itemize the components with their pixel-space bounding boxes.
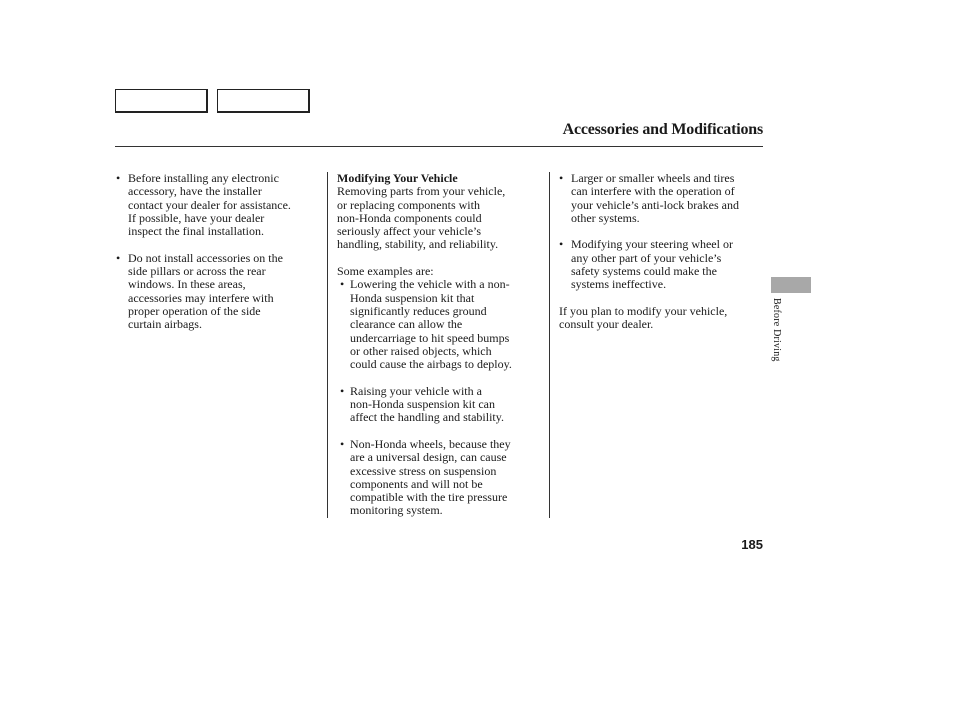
bullet-icon: • <box>340 277 345 292</box>
examples-label: Some examples are: <box>337 264 434 279</box>
text-line: Modifying your steering wheel or <box>571 237 733 252</box>
text-line: consult your dealer. <box>559 317 654 332</box>
text-line: systems ineffective. <box>571 277 667 292</box>
text-line: Non-Honda wheels, because they <box>350 436 511 451</box>
text-line: accessory, have the installer <box>128 184 262 199</box>
text-line: Removing parts from your vehicle, <box>337 184 506 199</box>
list-item <box>337 278 542 371</box>
text-line: safety systems could make the <box>571 264 717 279</box>
list-item <box>116 252 321 332</box>
section-heading: Modifying Your Vehicle <box>337 171 458 185</box>
text-line: Before installing any electronic <box>128 171 279 185</box>
bullet-icon: • <box>116 250 121 265</box>
nav-box-index[interactable] <box>217 89 310 113</box>
text-line: non-Honda suspension kit can <box>350 397 495 412</box>
bullet-icon: • <box>559 237 564 252</box>
text-line: excessive stress on suspension <box>350 463 497 478</box>
intro-paragraph <box>337 185 542 251</box>
page-number: 185 <box>741 537 763 552</box>
list-item <box>559 172 765 225</box>
page-title: Accessories and Modifications <box>562 121 763 138</box>
bullet-icon: • <box>116 171 121 185</box>
text-line: non-Honda components could <box>337 210 482 225</box>
text-line: monitoring system. <box>350 503 443 518</box>
text-line: significantly reduces ground <box>350 303 487 318</box>
list-item <box>116 172 321 238</box>
text-line: handling, stability, and reliability. <box>337 237 499 252</box>
text-line: your vehicle’s anti-lock brakes and <box>571 197 739 212</box>
column-1 <box>116 172 321 332</box>
section-tab-label: Before Driving <box>771 298 782 362</box>
text-line: components and will not be <box>350 476 483 491</box>
text-line: side pillars or across the rear <box>128 264 266 279</box>
list-item <box>337 438 542 518</box>
column-divider <box>549 172 550 518</box>
title-divider <box>115 146 763 147</box>
list-item <box>337 385 542 425</box>
text-line: compatible with the tire pressure <box>350 490 508 505</box>
text-line: can interfere with the operation of <box>571 184 735 199</box>
bullet-icon: • <box>340 383 345 398</box>
text-line: undercarriage to hit speed bumps <box>350 330 510 345</box>
bullet-icon: • <box>559 171 564 185</box>
text-line: or other raised objects, which <box>350 343 492 358</box>
text-line: seriously affect your vehicle’s <box>337 224 482 239</box>
closing-paragraph <box>559 305 765 332</box>
nav-box-main-menu[interactable] <box>115 89 208 113</box>
text-line: If you plan to modify your vehicle, <box>559 303 728 318</box>
text-line: could cause the airbags to deploy. <box>350 357 512 372</box>
text-line: contact your dealer for assistance. <box>128 197 291 212</box>
text-line: clearance can allow the <box>350 317 463 332</box>
text-line: or replacing components with <box>337 197 480 212</box>
column-3 <box>559 172 765 332</box>
text-line: affect the handling and stability. <box>350 410 504 425</box>
bullet-icon: • <box>340 436 345 451</box>
text-line: Lowering the vehicle with a non- <box>350 277 510 292</box>
section-tab-marker <box>771 277 811 293</box>
text-line: inspect the final installation. <box>128 224 264 239</box>
text-line: Honda suspension kit that <box>350 290 475 305</box>
text-line: Raising your vehicle with a <box>350 383 482 398</box>
column-2 <box>337 172 542 518</box>
text-line: Do not install accessories on the <box>128 250 283 265</box>
text-line: Larger or smaller wheels and tires <box>571 171 735 185</box>
text-line: If possible, have your dealer <box>128 210 265 225</box>
text-line: are a universal design, can cause <box>350 450 507 465</box>
text-line: other systems. <box>571 210 640 225</box>
text-line: any other part of your vehicle’s <box>571 250 722 265</box>
text-line: accessories may interfere with <box>128 290 274 305</box>
text-line: curtain airbags. <box>128 317 202 332</box>
text-line: proper operation of the side <box>128 303 261 318</box>
text-line: windows. In these areas, <box>128 277 246 292</box>
list-item <box>559 238 765 291</box>
column-divider <box>327 172 328 518</box>
